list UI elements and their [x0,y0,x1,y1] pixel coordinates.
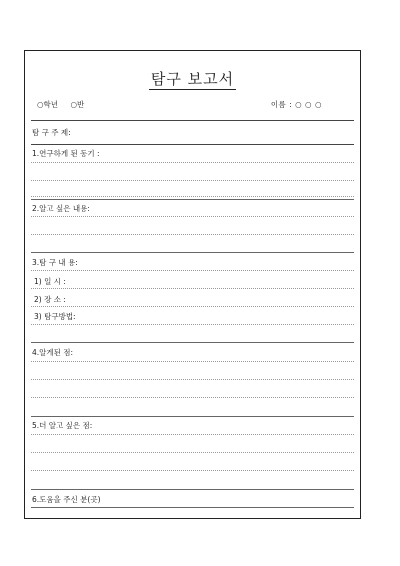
date-field[interactable]: 1) 일 시 : [34,277,66,286]
learned-heading[interactable]: 4.알게된 점: [32,348,74,357]
name-field[interactable]: 이름 : ○ ○ ○ [270,100,322,109]
writing-line[interactable] [31,180,354,181]
writing-line[interactable] [31,306,354,307]
method-field[interactable]: 3) 탐구방법: [34,312,76,321]
writing-line[interactable] [31,397,354,398]
writing-line[interactable] [31,162,354,163]
class-info [37,99,94,110]
report-title: 탐구 보고서 [150,70,235,88]
writing-line[interactable] [31,270,354,271]
writing-line[interactable] [31,196,354,197]
writing-line[interactable] [31,452,354,453]
bottom-divider [31,507,354,508]
place-field[interactable]: 2) 장 소 : [34,295,66,304]
writing-line[interactable] [31,470,354,471]
want-to-know-heading[interactable]: 2.알고 싶은 내용: [32,204,90,213]
writing-line[interactable] [31,288,354,289]
topic-divider [31,144,354,145]
helpers-heading[interactable]: 6.도움을 주신 분(곳) [32,495,101,504]
motivation-heading[interactable]: 1.연구하게 된 동기 : [32,149,100,158]
writing-line[interactable] [31,361,354,362]
content-heading[interactable]: 3.탐 구 내 용: [32,258,78,267]
section-divider [31,416,354,417]
section-divider [31,489,354,490]
section-divider [31,252,354,253]
class-field[interactable]: ○반 [70,100,85,109]
section-divider [31,199,354,200]
header-divider [31,120,354,121]
writing-line[interactable] [31,234,354,235]
more-heading[interactable]: 5.더 알고 싶은 점: [32,421,93,430]
grade-field[interactable]: ○학년 [37,100,59,109]
writing-line[interactable] [31,216,354,217]
topic-label[interactable]: 탐 구 주 제: [32,128,71,137]
writing-line[interactable] [31,379,354,380]
writing-line[interactable] [31,434,354,435]
report-sheet [24,50,361,519]
writing-line[interactable] [31,324,354,325]
section-divider [31,342,354,343]
